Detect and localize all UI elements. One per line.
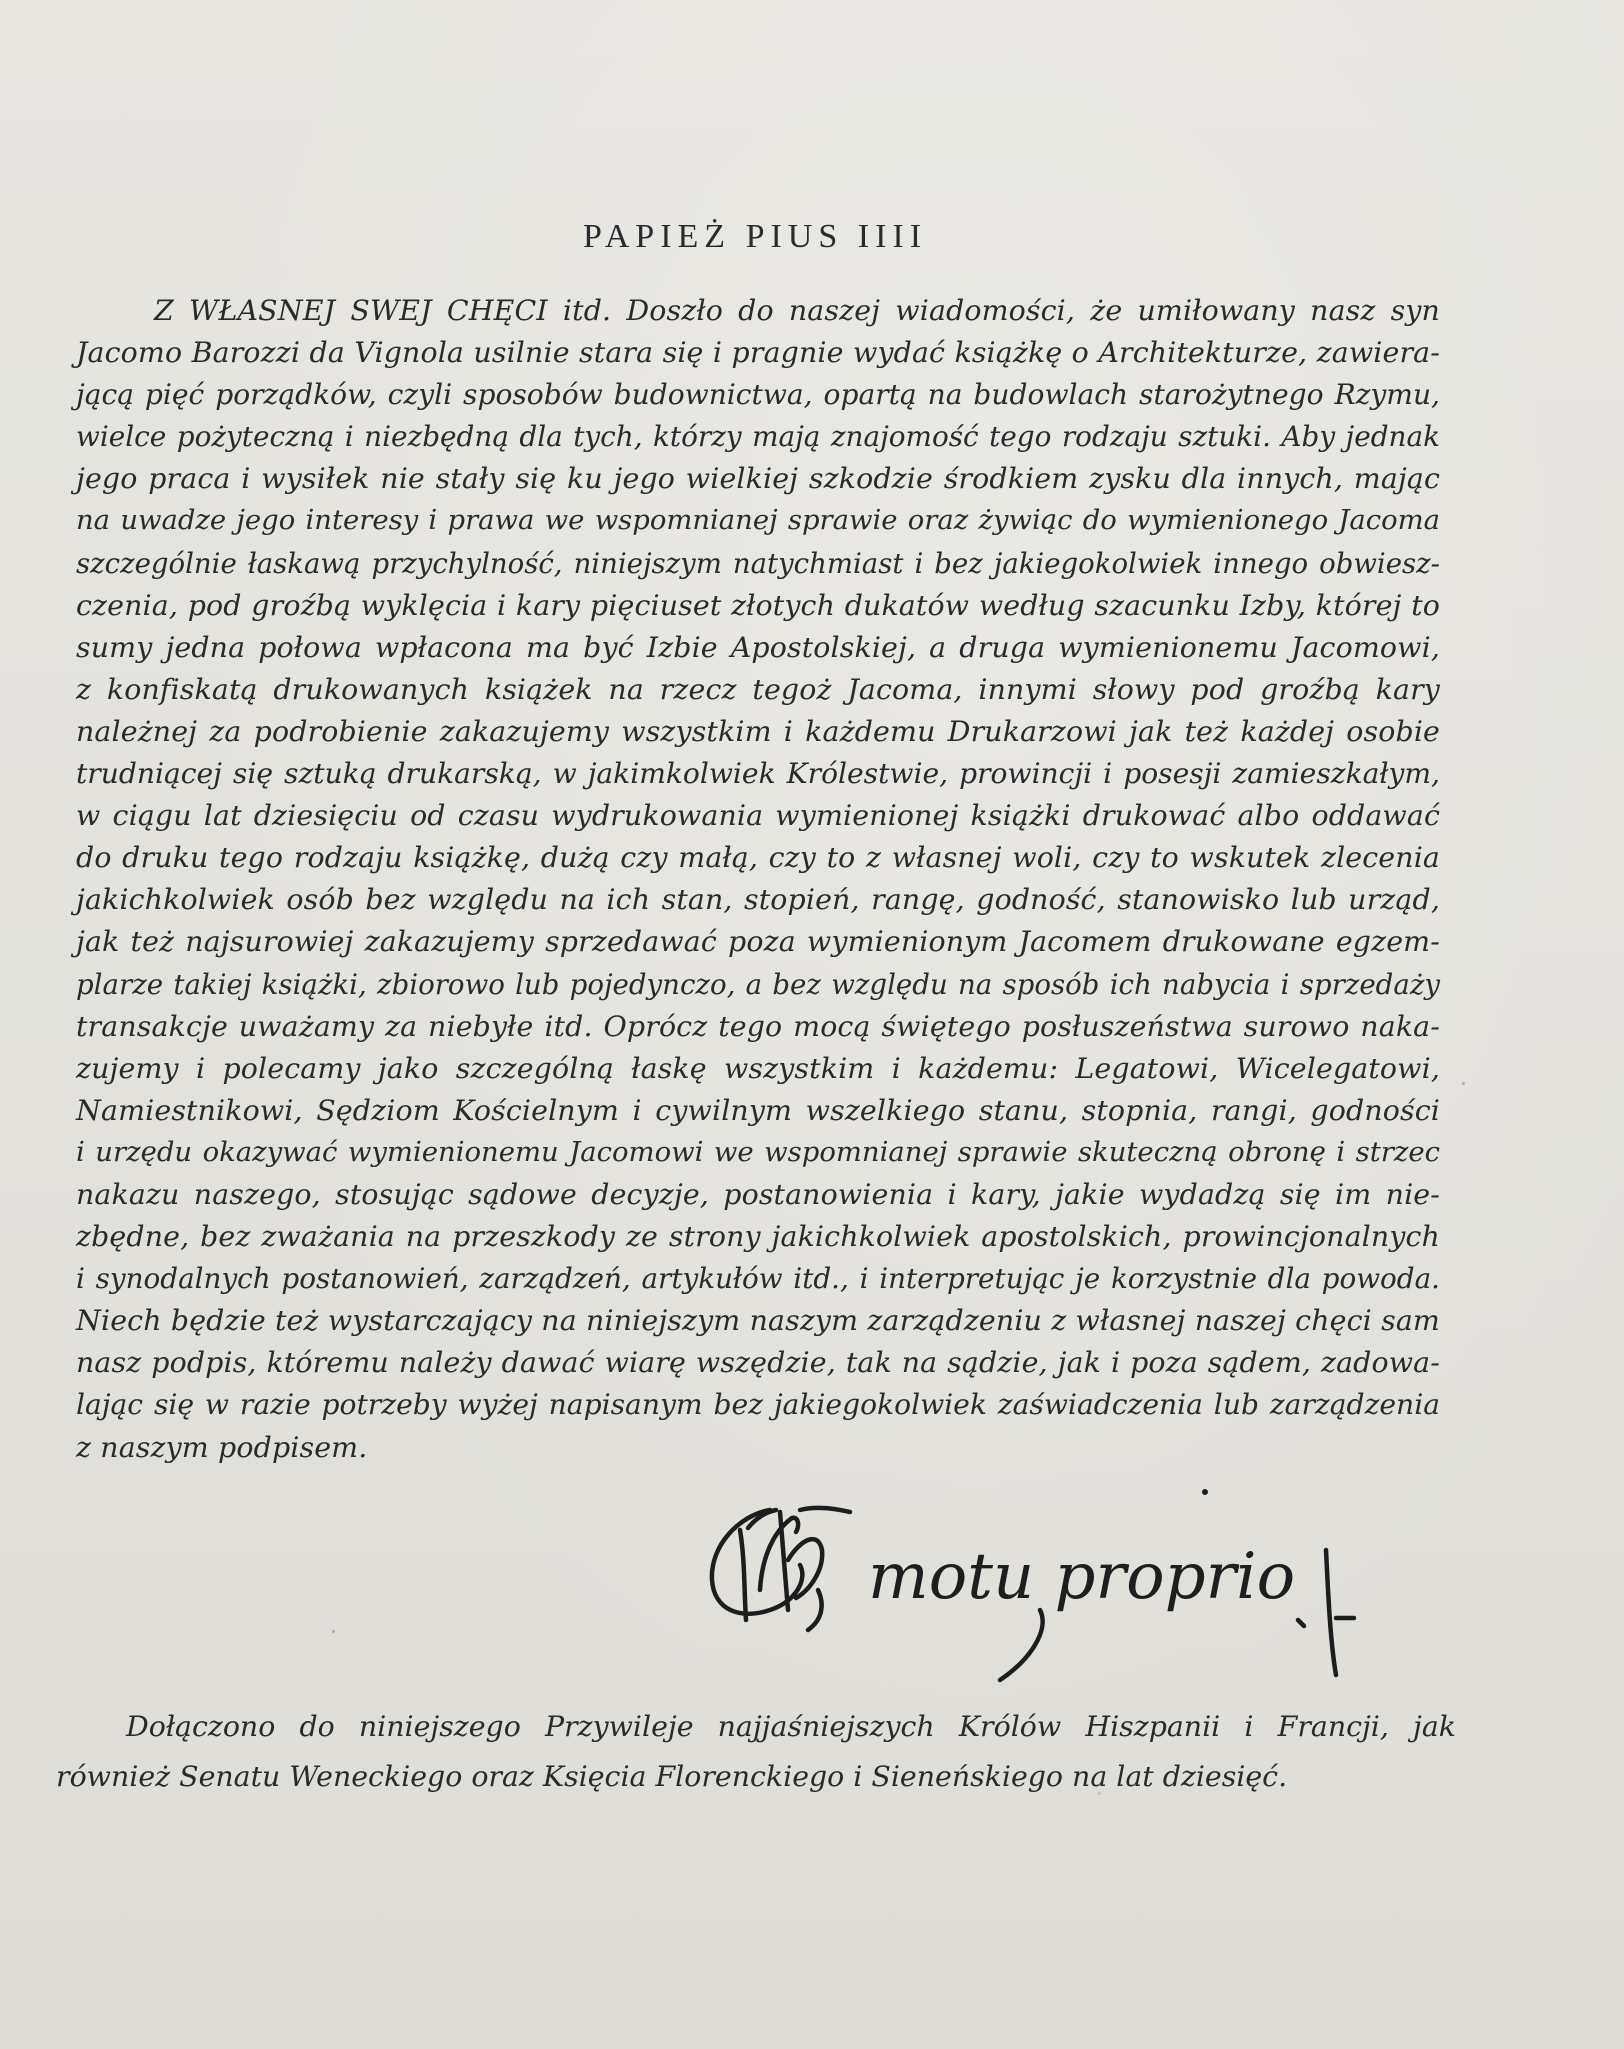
text-line: czenia, pod groźbą wyklęcia i kary pięciuset złotych dukatów według szacunku Izby, której to	[76, 588, 1440, 622]
text-line: jak też najsurowiej zakazujemy sprzedawać poza wymienionym Jacomem drukowane egzem-	[76, 925, 1440, 959]
text-line: sumy jedna połowa wpłacona ma być Izbie Apostolskiej, a druga wymienionemu Jacomowi,	[76, 630, 1440, 664]
text-line: jego praca i wysiłek nie stały się ku jego wielkiej szkodzie środkiem zysku dla innych, mając	[76, 462, 1440, 496]
text-line: wielce pożyteczną i niezbędną dla tych, którzy mają znajomość tego rodzaju sztuki. Aby jednak	[76, 420, 1440, 454]
paper-speck	[1462, 1082, 1465, 1085]
text-line: na uwadze jego interesy i prawa we wspomnianej sprawie oraz żywiąc do wymienionego Jacoma	[76, 505, 1440, 537]
text-line: zujemy i polecamy jako szczególną łaskę wszystkim i każdemu: Legatowi, Wicelegatowi,	[76, 1051, 1440, 1085]
text-line: z konfiskatą drukowanych książek na rzecz tegoż Jacoma, innymi słowy pod groźbą kary	[76, 672, 1440, 706]
text-line: i urzędu okazywać wymienionemu Jacomowi we wspomnianej sprawie skuteczną obronę i strzec	[76, 1136, 1440, 1168]
text-line: szczególnie łaskawą przychylność, niniejszym natychmiast i bez jakiegokolwiek innego obwiesz-	[76, 547, 1440, 580]
text-line: Niech będzie też wystarczający na niniejszym naszym zarządzeniu z własnej naszej chęci sam	[76, 1304, 1440, 1338]
text-line: również Senatu Weneckiego oraz Księcia Florenckiego i Sieneńskiego na lat dziesięć.	[56, 1760, 1288, 1793]
text-line: jakichkolwiek osób bez względu na ich stan, stopień, rangę, godność, stanowisko lub urząd,	[76, 883, 1440, 917]
handwritten-signature	[700, 1470, 1360, 1690]
text-line: nakazu naszego, stosując sądowe decyzje, postanowienia i kary, jakie wydadzą się im nie-	[76, 1177, 1440, 1211]
page-title: PAPIEŻ PIUS IIII	[582, 218, 928, 255]
text-line: Jacomo Barozzi da Vignola usilnie stara się i pragnie wydać książkę o Architekturze, zawiera-	[76, 336, 1440, 370]
text-line: transakcje uważamy za niebyłe itd. Oprócz tego mocą świętego posłuszeństwa surowo naka-	[76, 1009, 1440, 1043]
text-line: trudniącej się sztuką drukarską, w jakimkolwiek Królestwie, prowincji i posesji zamieszkałym,	[76, 757, 1440, 791]
text-line: należnej za podrobienie zakazujemy wszystkim i każdemu Drukarzowi jak też każdej osobie	[76, 714, 1440, 748]
paper-speck	[1098, 1792, 1101, 1795]
text-line: zbędne, bez zważania na przeszkody ze strony jakichkolwiek apostolskich, prowincjonalnych	[76, 1220, 1440, 1254]
text-line: z naszym podpisem.	[76, 1430, 368, 1464]
privilege-note	[56, 1702, 1456, 1802]
decree-text	[76, 290, 1440, 1469]
paper-speck	[332, 1630, 335, 1633]
text-line: nasz podpis, któremu należy dawać wiarę wszędzie, tak na sądzie, jak i poza sądem, zadowa-	[76, 1346, 1440, 1380]
signature-text: motu proprio	[868, 1540, 1296, 1614]
text-line: i synodalnych postanowień, zarządzeń, artykułów itd., i interpretując je korzystnie dla powoda.	[76, 1262, 1440, 1296]
text-line: plarze takiej książki, zbiorowo lub pojedynczo, a bez względu na sposób ich nabycia i sprzedaży	[76, 967, 1440, 1001]
text-line: w ciągu lat dziesięciu od czasu wydrukowania wymienionej książki drukować albo oddawać	[76, 799, 1440, 833]
signature-drawing	[700, 1470, 1360, 1690]
text-line: do druku tego rodzaju książkę, dużą czy małą, czy to z własnej woli, czy to wskutek zlecenia	[76, 841, 1440, 875]
text-line: Dołączono do niniejszego Przywileje najjaśniejszych Królów Hiszpanii i Francji, jak	[126, 1710, 1456, 1743]
text-line: lając się w razie potrzeby wyżej napisanym bez jakiegokolwiek zaświadczenia lub zarządzenia	[76, 1388, 1440, 1422]
text-line: jącą pięć porządków, czyli sposobów budownictwa, opartą na budowlach starożytnego Rzymu,	[76, 378, 1440, 412]
text-line: Z WŁASNEJ SWEJ CHĘCI itd. Doszło do naszej wiadomości, że umiłowany nasz syn	[154, 294, 1440, 327]
text-line: Namiestnikowi, Sędziom Kościelnym i cywilnym wszelkiego stanu, stopnia, rangi, godności	[76, 1093, 1440, 1127]
